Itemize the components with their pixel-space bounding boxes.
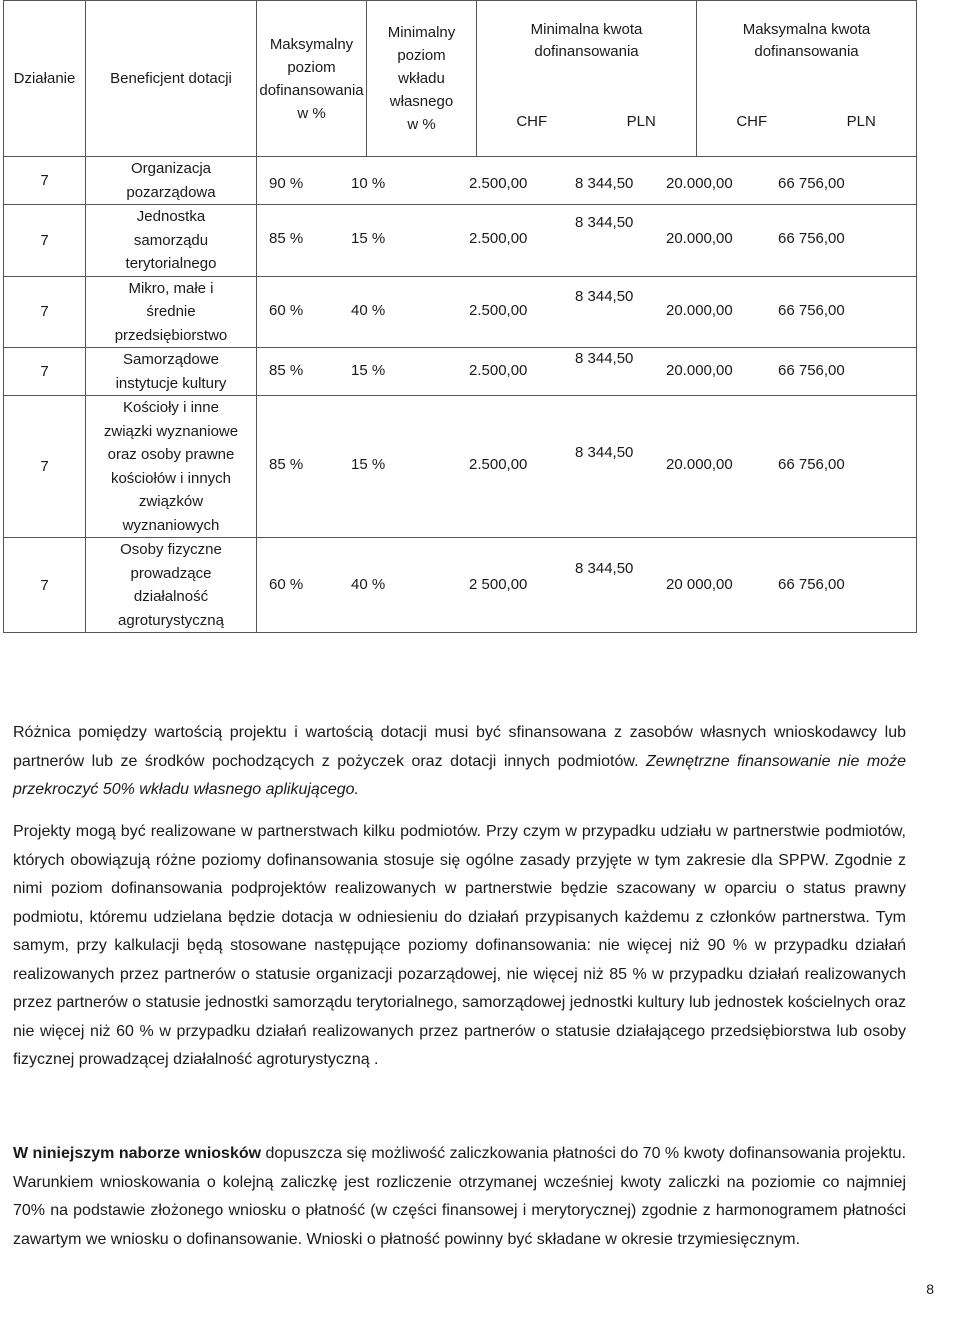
row-beneficiary: Samorządowe instytucje kultury <box>86 348 257 396</box>
row-action: 7 <box>4 276 86 348</box>
paragraph-partnership <box>13 818 906 1075</box>
row-action: 7 <box>4 396 86 538</box>
paragraph-text: Projekty mogą być realizowane w partnerstwach kilku podmiotów. Przy czym w przypadku udziału w partnerstwie podmiotów, których obowiązują różne poziomy dofinansowania stosuje się ogólne zasady przyjęte w tym zakresie dla SPPW. Zgodnie z nimi poziom dofinansowania podprojektów realizowanych w partnerstwie będzie szacowany w oparciu o status prawny podmiotu, któremu udzielana będzie dotacja w odniesieniu do działań przypisanych każdemu z członków partnerstwa. Tym samym, przy kalkulacji będą stosowane następujące poziomy dofinansowania: nie więcej niż 90 % w przypadku działań realizowanych przez partnerów o statusie organizacji pozarządowej, nie więcej niż 85 % w przypadku działań realizowanych przez partnerów o statusie jednostki samorządu terytorialnego, samorządowej jednostki kultury lub jednostek kościelnych oraz nie więcej niż 60 % w przypadku działań realizowanych przez partnerów o statusie działającego przedsiębiorstwa lub osoby fizycznej prowadzącej działalność agroturystyczną . <box>13 823 906 1068</box>
row-values: 85 % 15 % 2.500,00 8 344,50 20.000,00 66 756,00 <box>257 205 917 277</box>
row-beneficiary: Kościoły i inne związki wyznaniowe oraz osoby prawne kościołów i innych związków wyznaniowych <box>86 396 257 538</box>
table-row <box>4 276 917 348</box>
table-header-row <box>4 1 917 157</box>
table-row <box>4 396 917 538</box>
row-action: 7 <box>4 538 86 633</box>
row-action: 7 <box>4 205 86 277</box>
paragraph-bold-lead: W niniejszym naborze wniosków <box>13 1145 262 1162</box>
table-row <box>4 538 917 633</box>
row-values: 85 % 15 % 2.500,00 8 344,50 20.000,00 66 756,00 <box>257 396 917 538</box>
header-max-level: Maksymalny poziom dofinansowania w % <box>257 1 367 157</box>
row-beneficiary: Osoby fizyczne prowadzące działalność agroturystyczną <box>86 538 257 633</box>
paragraph-text: dopuszcza się możliwość zaliczkowania płatności do 70 % kwoty dofinansowania projektu. Warunkiem wnioskowania o kolejną zaliczkę jest rozliczenie otrzymanej wcześniej kwoty zaliczki na poziomie co najmniej 70% na podstawie złożonego wniosku o płatność (w części finansowej i merytorycznej) zgodnie z harmonogramem płatności zawartym we wniosku o dofinansowanie. Wnioski o płatność powinny być składane w okresie trzymiesięcznym. <box>13 1145 906 1248</box>
page-number: 8 <box>926 1281 934 1297</box>
header-min-contribution: Minimalny poziom wkładu własnego w % <box>367 1 477 157</box>
row-beneficiary: Jednostka samorządu terytorialnego <box>86 205 257 277</box>
row-action: 7 <box>4 157 86 205</box>
row-values: 90 % 10 % 2.500,00 8 344,50 20.000,00 66 756,00 <box>257 157 917 205</box>
row-values: 60 % 40 % 2 500,00 8 344,50 20 000,00 66 756,00 <box>257 538 917 633</box>
header-action: Działanie <box>4 1 86 157</box>
table-row <box>4 348 917 396</box>
funding-table <box>3 0 917 633</box>
paragraph-own-funds <box>13 719 906 805</box>
paragraph-advance-payment <box>13 1140 906 1254</box>
row-values: 60 % 40 % 2.500,00 8 344,50 20.000,00 66 756,00 <box>257 276 917 348</box>
paragraph-italic-text: Zewnętrzne finansowanie nie może przekroczyć 50% wkładu własnego aplikującego. <box>13 752 906 798</box>
table-row <box>4 205 917 277</box>
paragraph-text: Różnica pomiędzy wartością projektu i wartością dotacji musi być sfinansowana z zasobów własnych wnioskodawcy lub partnerów lub ze środków pochodzących z pożyczek oraz dotacji innych podmiotów. <box>13 724 906 770</box>
header-beneficiary: Beneficjent dotacji <box>86 1 257 157</box>
row-beneficiary: Organizacja pozarządowa <box>86 157 257 205</box>
header-min-amount: Minimalna kwota dofinansowania CHF PLN <box>477 1 697 156</box>
row-values: 85 % 15 % 2.500,00 8 344,50 20.000,00 66 756,00 <box>257 348 917 396</box>
header-amounts <box>477 1 917 157</box>
header-max-amount: Maksymalna kwota dofinansowania CHF PLN <box>736 21 876 130</box>
row-action: 7 <box>4 348 86 396</box>
table-row <box>4 157 917 205</box>
row-beneficiary: Mikro, małe i średnie przedsiębiorstwo <box>86 276 257 348</box>
